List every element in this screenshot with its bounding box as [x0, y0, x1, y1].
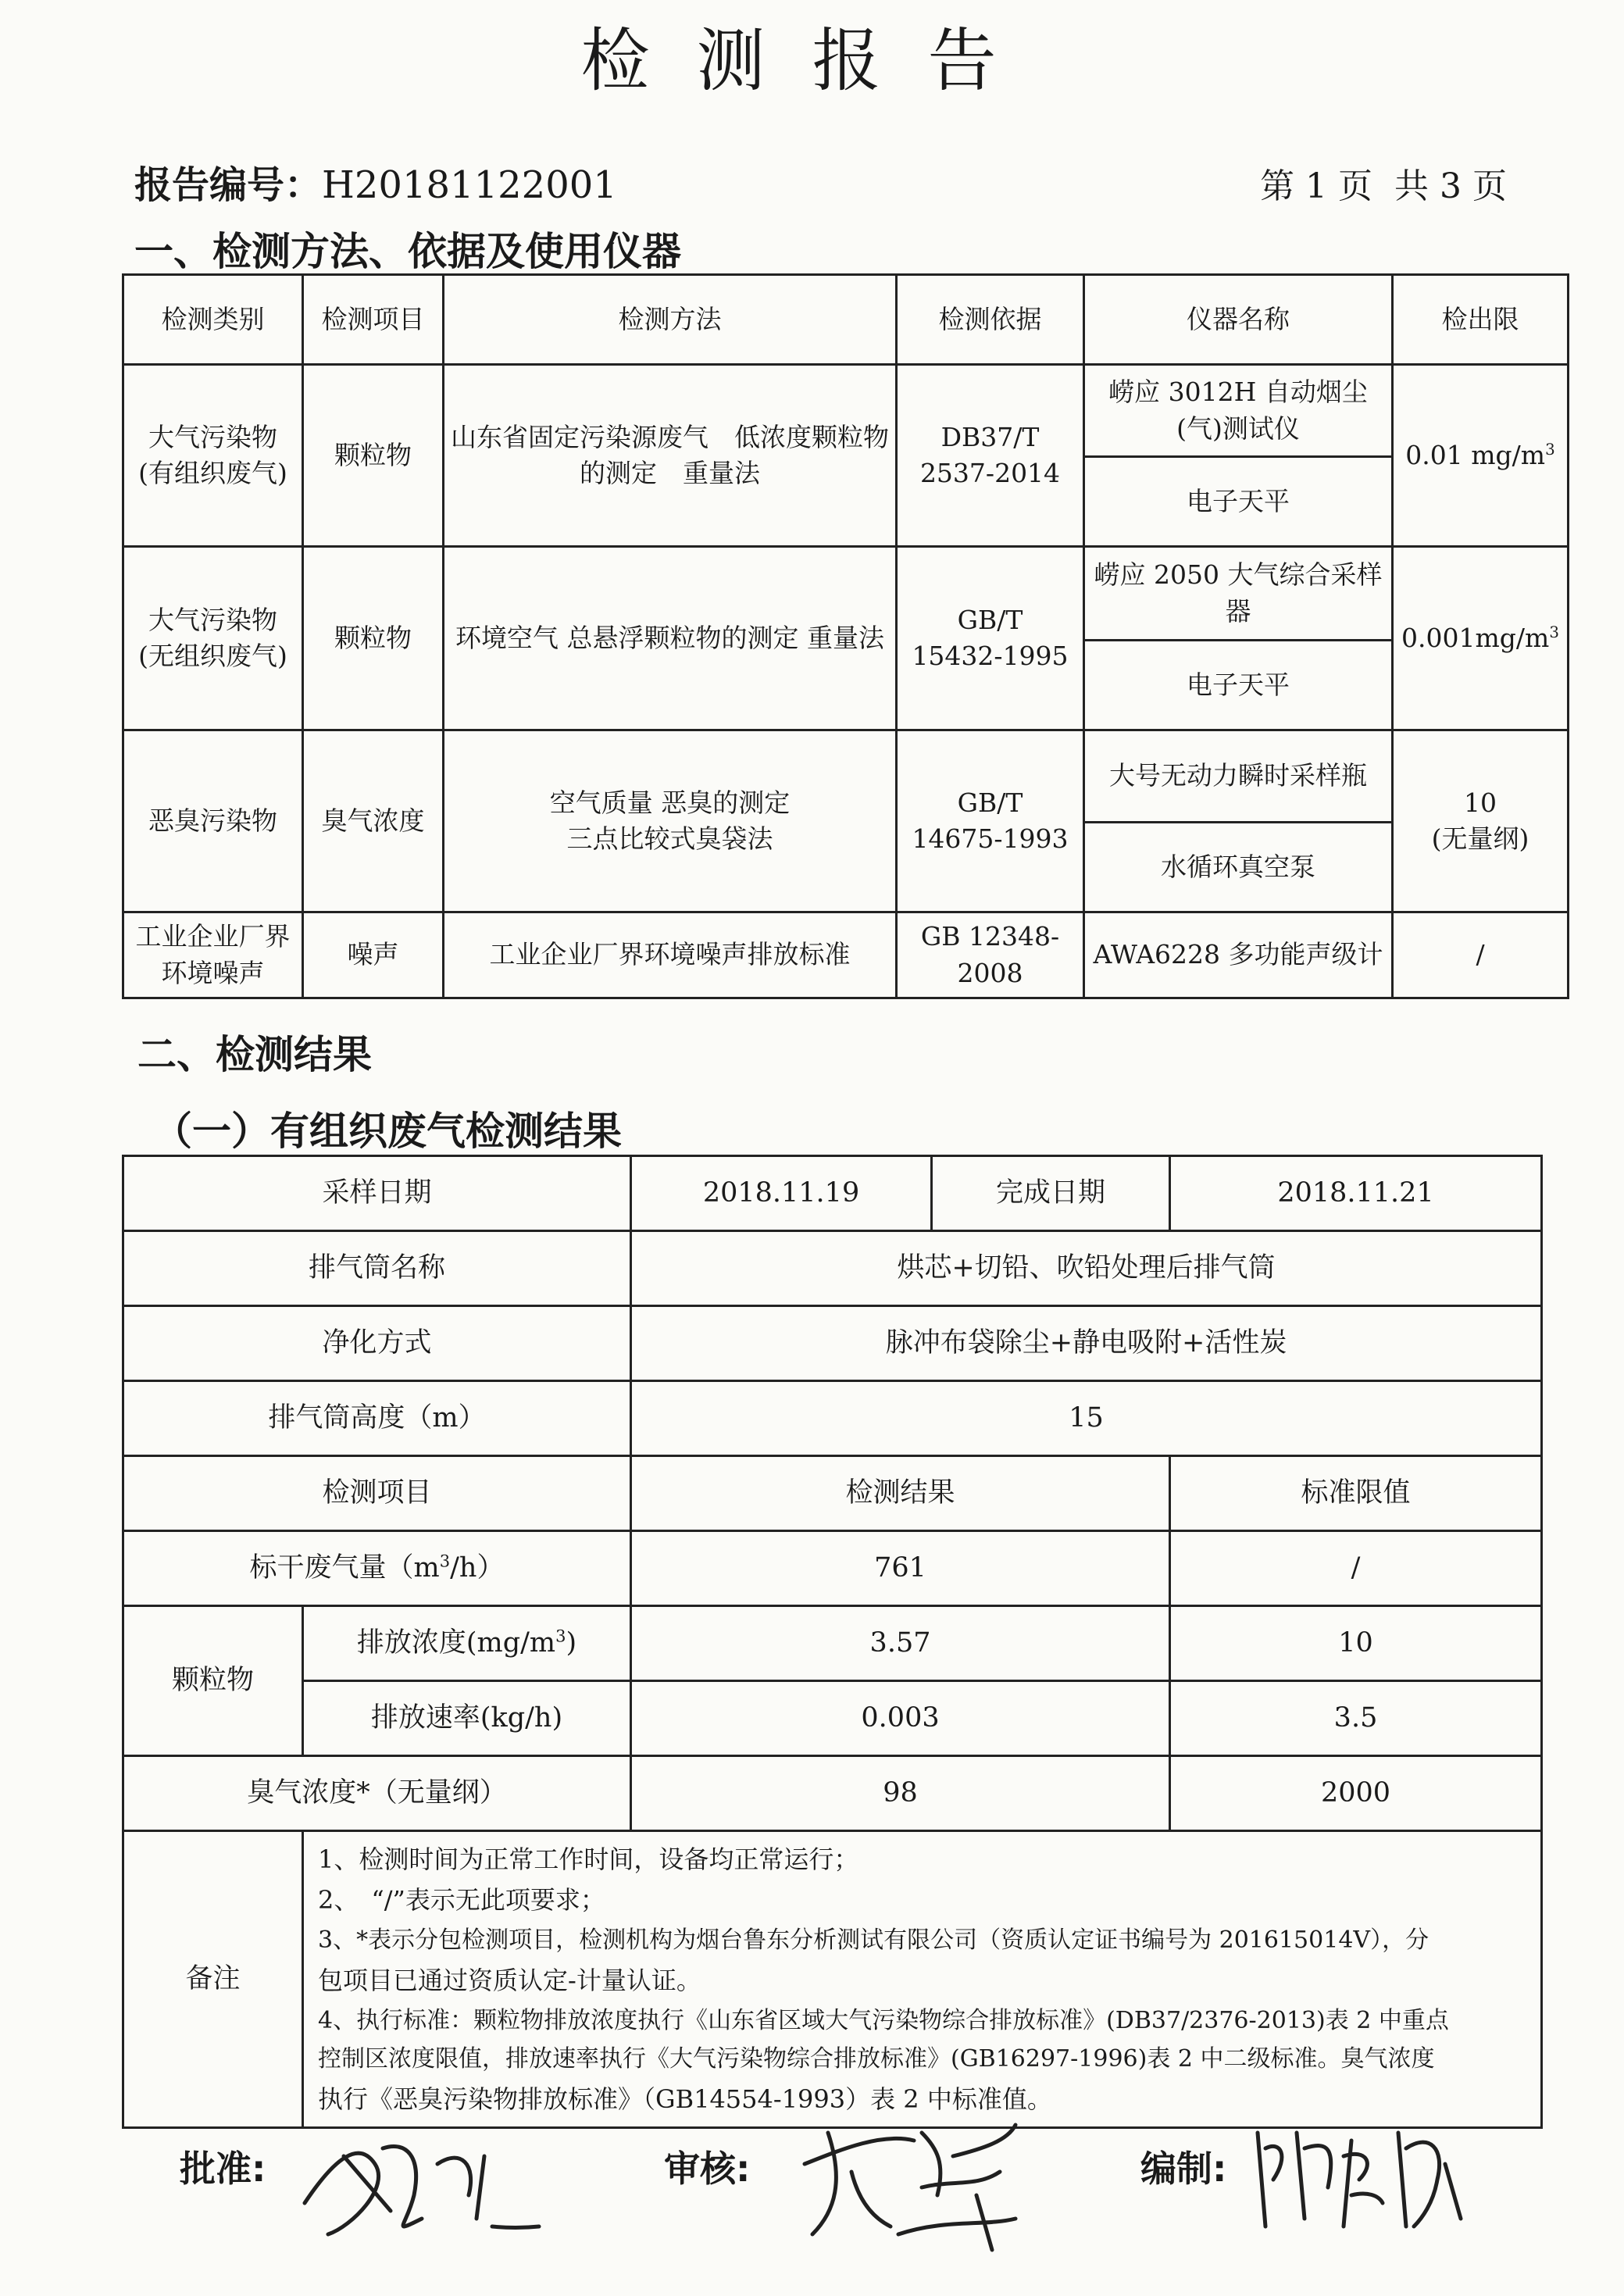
table-row	[123, 1606, 1542, 1681]
purify-value: 脉冲布袋除尘+静电吸附+活性炭	[631, 1306, 1542, 1381]
report-number-value: H20181122001	[322, 163, 617, 207]
note-line: 2、 “/”表示无此项要求；	[318, 1885, 605, 1916]
category-cell: 恶臭污染物	[123, 730, 303, 912]
rate-limit: 3.5	[1170, 1681, 1542, 1756]
table-row	[123, 1306, 1542, 1381]
method-cell: 工业企业厂界环境噪声排放标准	[444, 912, 897, 998]
odor-label: 臭气浓度*（无量纲）	[123, 1756, 631, 1831]
purify-label: 净化方式	[123, 1306, 631, 1381]
table-row	[123, 1231, 1542, 1306]
flow-label-tail: /h）	[450, 1552, 505, 1584]
approver-signature	[289, 2109, 555, 2250]
conc-label-tail: )	[566, 1627, 577, 1659]
methods-header-row	[123, 275, 1569, 365]
table-row	[123, 1381, 1542, 1456]
item-cell: 臭气浓度	[303, 730, 444, 912]
rate-label: 排放速率(kg/h)	[303, 1681, 631, 1756]
instrument-cell: 水循环真空泵	[1084, 823, 1393, 912]
flow-label-sup: 3	[439, 1551, 451, 1571]
table-row	[123, 365, 1569, 457]
item-cell: 颗粒物	[303, 365, 444, 547]
review-label: 审核:	[664, 2148, 751, 2190]
table-row	[123, 547, 1569, 641]
basis-cell: GB 12348-2008	[897, 912, 1084, 998]
note-line: 控制区浓度限值，排放速率执行《大气污染物综合排放标准》(GB16297-1996)表 2 中二级标准。臭气浓度	[318, 2045, 1435, 2073]
instrument-cell: AWA6228 多功能声级计	[1084, 912, 1393, 998]
notes-content	[303, 1831, 1542, 2128]
report-number	[134, 155, 617, 209]
note-line: 3、*表示分包检测项目，检测机构为烟台鲁东分析测试有限公司（资质认定证书编号为 201615014V），分	[318, 1926, 1429, 1955]
rate-result: 0.003	[631, 1681, 1170, 1756]
conc-label-text: 排放浓度(mg/m	[356, 1627, 556, 1659]
page-total: 共 3 页	[1394, 166, 1507, 206]
finish-date-label: 完成日期	[932, 1156, 1170, 1231]
section1-heading: 一、检测方法、依据及使用仪器	[134, 229, 681, 274]
preparer-signature	[1242, 2101, 1476, 2242]
conc-label-sup: 3	[555, 1626, 566, 1646]
stack-height-label: 排气筒高度（m）	[123, 1381, 631, 1456]
instrument-cell: 崂应 3012H 自动烟尘(气)测试仪	[1084, 365, 1393, 457]
conc-label	[303, 1606, 631, 1681]
category-cell: 大气污染物 (无组织废气)	[123, 547, 303, 730]
method-cell: 环境空气 总悬浮颗粒物的测定 重量法	[444, 547, 897, 730]
sample-date-value: 2018.11.19	[631, 1156, 932, 1231]
stack-name-value: 烘芯+切铅、吹铅处理后排气筒	[631, 1231, 1542, 1306]
method-cell: 山东省固定污染源废气 低浓度颗粒物的测定 重量法	[444, 365, 897, 547]
basis-cell: GB/T 15432-1995	[897, 547, 1084, 730]
table-row	[123, 1756, 1542, 1831]
header-cell: 检测类别	[123, 275, 303, 365]
table-row	[123, 1531, 1542, 1606]
stack-height-value: 15	[631, 1381, 1542, 1456]
page-number: 第 1 页	[1260, 166, 1373, 206]
results-table	[122, 1155, 1543, 2129]
limit-cell	[1393, 365, 1569, 547]
instrument-cell: 崂应 2050 大气综合采样器	[1084, 547, 1393, 641]
header-cell: 标准限值	[1170, 1456, 1542, 1531]
reviewer-signature	[781, 2101, 1031, 2258]
notes-row	[123, 1831, 1542, 2128]
flow-label	[123, 1531, 631, 1606]
limit-value: 0.001mg/m	[1401, 622, 1550, 653]
approve-label: 批准:	[180, 2148, 266, 2190]
header-cell: 检测项目	[123, 1456, 631, 1531]
header-cell: 检测结果	[631, 1456, 1170, 1531]
header-cell: 检出限	[1393, 275, 1569, 365]
page-indicator	[1249, 158, 1507, 208]
sample-date-label: 采样日期	[123, 1156, 631, 1231]
instrument-cell: 大号无动力瞬时采样瓶	[1084, 730, 1393, 823]
note-line: 4、执行标准：颗粒物排放浓度执行《山东省区域大气污染物综合排放标准》(DB37/2376-2013)表 2 中重点	[318, 2006, 1449, 2034]
header-cell: 仪器名称	[1084, 275, 1393, 365]
odor-result: 98	[631, 1756, 1170, 1831]
basis-cell: GB/T 14675-1993	[897, 730, 1084, 912]
conc-result: 3.57	[631, 1606, 1170, 1681]
conc-limit: 10	[1170, 1606, 1542, 1681]
header-cell: 检测依据	[897, 275, 1084, 365]
results-header-row	[123, 1456, 1542, 1531]
flow-limit: /	[1170, 1531, 1542, 1606]
table-row	[123, 730, 1569, 823]
item-cell: 噪声	[303, 912, 444, 998]
particulate-label: 颗粒物	[123, 1606, 303, 1756]
section2-heading: 二、检测结果	[137, 1032, 372, 1077]
flow-result: 761	[631, 1531, 1170, 1606]
table-row	[123, 912, 1569, 998]
header-cell: 检测项目	[303, 275, 444, 365]
table-row	[123, 1681, 1542, 1756]
instrument-cell: 电子天平	[1084, 641, 1393, 730]
header-cell: 检测方法	[444, 275, 897, 365]
note-line: 包项目已通过资质认定-计量认证。	[318, 1965, 701, 1995]
limit-cell	[1393, 547, 1569, 730]
note-line: 1、检测时间为正常工作时间，设备均正常运行；	[318, 1844, 859, 1874]
limit-sup: 3	[1545, 440, 1555, 459]
flow-label-text: 标干废气量（m	[249, 1552, 440, 1584]
document-title: 检测报告	[580, 20, 1044, 101]
item-cell: 颗粒物	[303, 547, 444, 730]
report-number-label: 报告编号：	[134, 163, 323, 207]
section2-subheading: （一）有组织废气检测结果	[153, 1109, 622, 1154]
notes-label: 备注	[123, 1831, 303, 2128]
limit-cell: /	[1393, 912, 1569, 998]
note-line: 执行《恶臭污染物排放标准》（GB14554-1993）表 2 中标准值。	[318, 2084, 1052, 2114]
methods-table	[122, 273, 1569, 999]
limit-cell: 10 (无量纲)	[1393, 730, 1569, 912]
category-cell: 工业企业厂界 环境噪声	[123, 912, 303, 998]
limit-value: 0.01 mg/m	[1405, 439, 1546, 470]
instrument-cell: 电子天平	[1084, 457, 1393, 547]
category-cell: 大气污染物 (有组织废气)	[123, 365, 303, 547]
basis-cell: DB37/T 2537-2014	[897, 365, 1084, 547]
limit-sup: 3	[1549, 623, 1559, 641]
table-row	[123, 1156, 1542, 1231]
odor-limit: 2000	[1170, 1756, 1542, 1831]
finish-date-value: 2018.11.21	[1170, 1156, 1542, 1231]
method-cell: 空气质量 恶臭的测定 三点比较式臭袋法	[444, 730, 897, 912]
prepare-label: 编制:	[1140, 2148, 1227, 2190]
stack-name-label: 排气筒名称	[123, 1231, 631, 1306]
